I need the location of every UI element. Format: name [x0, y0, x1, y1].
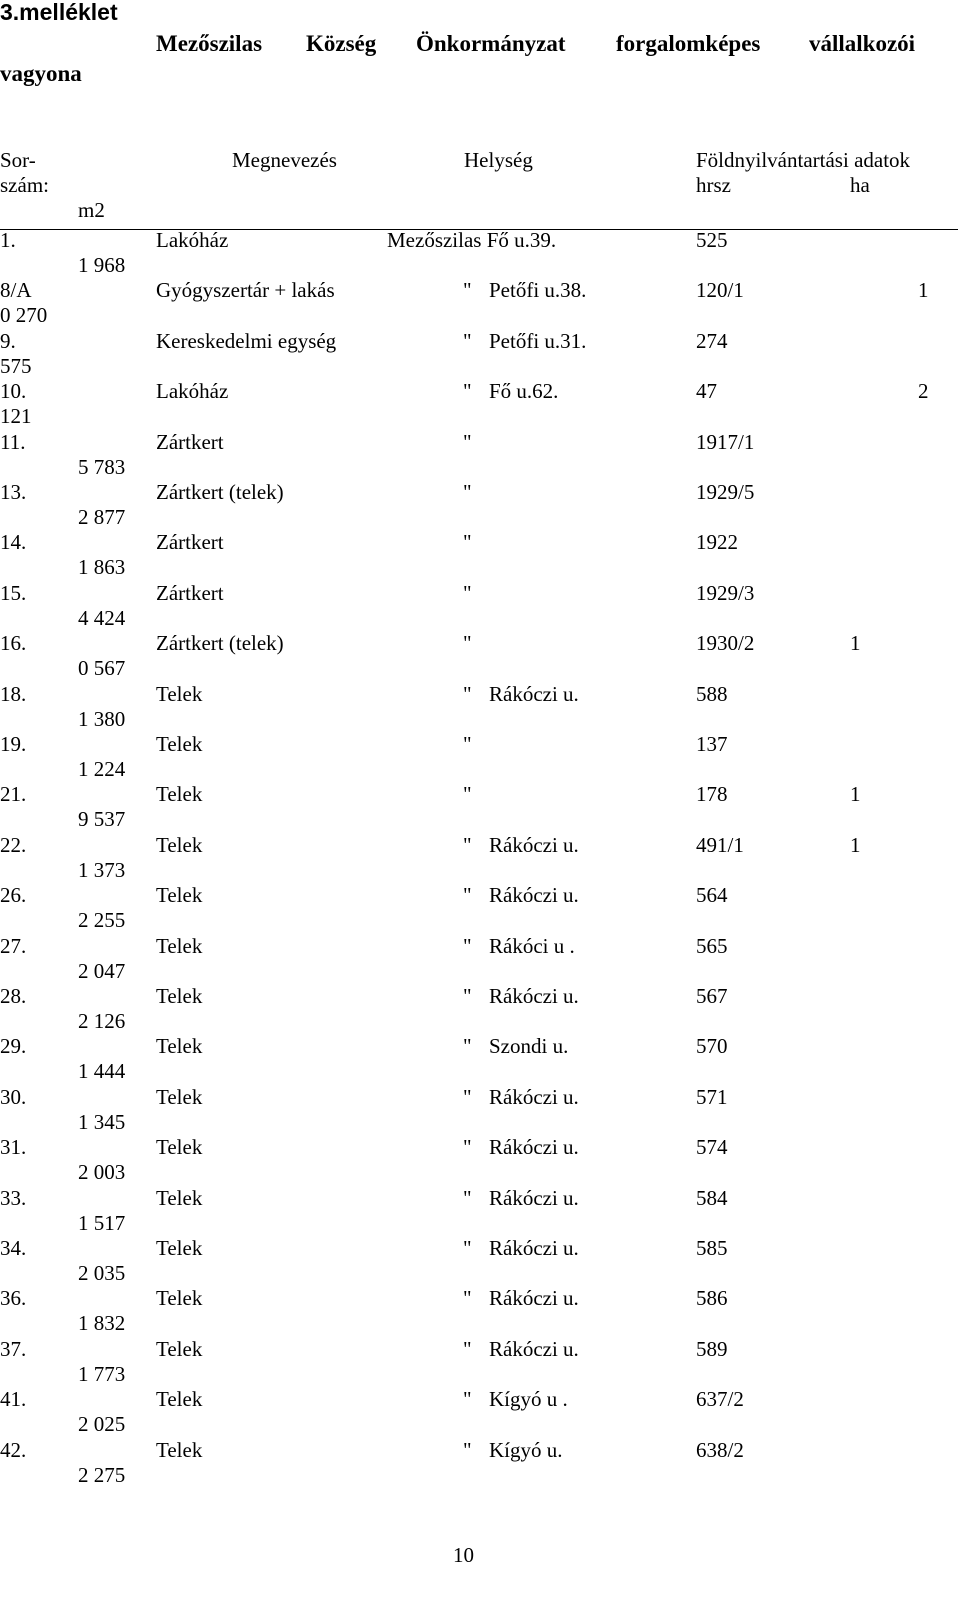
row-m2: 1 863 — [78, 555, 126, 579]
row-m2: 0 270 — [0, 303, 48, 327]
title-word-1: Mezőszilas — [156, 31, 263, 56]
row-name: Telek — [156, 1135, 203, 1159]
row-m2: 2 035 — [78, 1261, 126, 1285]
row-name: Telek — [156, 833, 203, 857]
row-name: Telek — [156, 1387, 203, 1411]
row-m2: 1 380 — [78, 707, 126, 731]
row-m2: 2 003 — [78, 1160, 126, 1184]
column-header-m2: m2 — [78, 198, 105, 222]
row-name: Telek — [156, 883, 203, 907]
row-m2: 5 783 — [78, 455, 126, 479]
row-hrsz: 178 — [696, 782, 728, 806]
row-name: Gyógyszertár + lakás — [156, 278, 335, 302]
row-m2: 1 968 — [78, 253, 126, 277]
row-place: Petőfi u.31. — [489, 329, 587, 353]
row-ditto-mark: " — [463, 631, 472, 655]
row-place: Petőfi u.38. — [489, 278, 587, 302]
row-place: Rákóci u . — [489, 934, 575, 958]
column-header-ha: ha — [850, 173, 870, 197]
row-ditto-mark: " — [463, 329, 472, 353]
row-number: 22. — [0, 833, 27, 857]
row-place: Szondi u. — [489, 1034, 569, 1058]
row-place: Rákóczi u. — [489, 1236, 579, 1260]
row-ditto-mark: " — [463, 1286, 472, 1310]
row-hrsz: 1917/1 — [696, 430, 755, 454]
row-number: 1. — [0, 228, 16, 252]
row-ditto-mark: " — [463, 379, 472, 403]
row-number: 29. — [0, 1034, 27, 1058]
row-place: Kígyó u . — [489, 1387, 568, 1411]
row-ditto-mark: " — [463, 480, 472, 504]
column-header-hrsz: hrsz — [696, 173, 731, 197]
row-m2: 1 224 — [78, 757, 126, 781]
row-number: 9. — [0, 329, 16, 353]
row-name: Telek — [156, 1286, 203, 1310]
row-ha: 1 — [918, 278, 929, 302]
row-number: 34. — [0, 1236, 27, 1260]
row-number: 13. — [0, 480, 27, 504]
row-hrsz: 567 — [696, 984, 728, 1008]
row-m2: 1 444 — [78, 1059, 126, 1083]
row-name: Telek — [156, 782, 203, 806]
row-hrsz: 1930/2 — [696, 631, 755, 655]
row-ditto-mark: " — [463, 1387, 472, 1411]
row-place: Rákóczi u. — [489, 1186, 579, 1210]
row-hrsz: 588 — [696, 682, 728, 706]
row-hrsz: 564 — [696, 883, 728, 907]
row-number: 16. — [0, 631, 27, 655]
row-number: 15. — [0, 581, 27, 605]
row-number: 10. — [0, 379, 27, 403]
row-m2: 1 345 — [78, 1110, 126, 1134]
row-name: Zártkert — [156, 430, 224, 454]
column-header-land-registry: Földnyilvántartási adatok — [696, 148, 911, 172]
title-line-2: vagyona — [0, 61, 82, 86]
row-m2: 575 — [0, 354, 32, 378]
row-hrsz: 589 — [696, 1337, 728, 1361]
row-hrsz: 491/1 — [696, 833, 744, 857]
row-place: Rákóczi u. — [489, 682, 579, 706]
row-hrsz: 571 — [696, 1085, 728, 1109]
row-number: 19. — [0, 732, 27, 756]
row-number: 31. — [0, 1135, 27, 1159]
title-word-5: vállalkozói — [809, 31, 916, 56]
row-m2: 2 255 — [78, 908, 126, 932]
row-hrsz: 565 — [696, 934, 728, 958]
row-hrsz: 586 — [696, 1286, 728, 1310]
row-ha: 1 — [850, 631, 861, 655]
row-m2: 0 567 — [78, 656, 126, 680]
row-number: 26. — [0, 883, 27, 907]
row-name: Kereskedelmi egység — [156, 329, 337, 353]
row-name: Telek — [156, 682, 203, 706]
row-number: 21. — [0, 782, 27, 806]
row-place: Rákóczi u. — [489, 1085, 579, 1109]
row-ditto-mark: " — [463, 1034, 472, 1058]
row-number: 41. — [0, 1387, 27, 1411]
row-place: Mezőszilas Fő u.39. — [387, 228, 557, 252]
column-header-place: Helység — [464, 148, 533, 172]
row-name: Lakóház — [156, 228, 229, 252]
row-ditto-mark: " — [463, 1135, 472, 1159]
row-ditto-mark: " — [463, 934, 472, 958]
page-number: 10 — [453, 1543, 474, 1567]
row-hrsz: 1929/3 — [696, 581, 755, 605]
row-number: 33. — [0, 1186, 27, 1210]
row-name: Telek — [156, 1438, 203, 1462]
column-header-no-line1: Sor- — [0, 148, 36, 172]
row-name: Telek — [156, 1337, 203, 1361]
row-number: 11. — [0, 430, 26, 454]
row-hrsz: 637/2 — [696, 1387, 744, 1411]
row-number: 14. — [0, 530, 27, 554]
row-name: Telek — [156, 934, 203, 958]
row-ditto-mark: " — [463, 984, 472, 1008]
row-name: Zártkert — [156, 581, 224, 605]
row-hrsz: 1929/5 — [696, 480, 755, 504]
row-hrsz: 1922 — [696, 530, 738, 554]
row-number: 8/A — [0, 278, 32, 302]
row-m2: 2 877 — [78, 505, 126, 529]
row-number: 37. — [0, 1337, 27, 1361]
row-name: Zártkert (telek) — [156, 480, 284, 504]
row-m2: 2 047 — [78, 959, 126, 983]
row-number: 27. — [0, 934, 27, 958]
title-word-4: forgalomképes — [616, 31, 761, 56]
row-hrsz: 120/1 — [696, 278, 744, 302]
row-ditto-mark: " — [463, 430, 472, 454]
row-name: Telek — [156, 984, 203, 1008]
row-hrsz: 574 — [696, 1135, 728, 1159]
row-ditto-mark: " — [463, 1236, 472, 1260]
row-name: Zártkert — [156, 530, 224, 554]
row-hrsz: 584 — [696, 1186, 728, 1210]
row-hrsz: 47 — [696, 379, 717, 403]
row-number: 42. — [0, 1438, 27, 1462]
row-hrsz: 525 — [696, 228, 728, 252]
row-hrsz: 585 — [696, 1236, 728, 1260]
row-m2: 2 275 — [78, 1463, 126, 1487]
row-m2: 2 126 — [78, 1009, 126, 1033]
row-number: 30. — [0, 1085, 27, 1109]
row-ditto-mark: " — [463, 1438, 472, 1462]
row-m2: 121 — [0, 404, 32, 428]
row-place: Rákóczi u. — [489, 883, 579, 907]
row-ha: 2 — [918, 379, 929, 403]
row-place: Fő u.62. — [489, 379, 559, 403]
row-name: Telek — [156, 732, 203, 756]
row-ha: 1 — [850, 833, 861, 857]
row-m2: 4 424 — [78, 606, 126, 630]
row-name: Zártkert (telek) — [156, 631, 284, 655]
row-m2: 2 025 — [78, 1412, 126, 1436]
row-hrsz: 638/2 — [696, 1438, 744, 1462]
row-number: 36. — [0, 1286, 27, 1310]
row-place: Rákóczi u. — [489, 1135, 579, 1159]
row-hrsz: 137 — [696, 732, 728, 756]
row-ha: 1 — [850, 782, 861, 806]
row-hrsz: 570 — [696, 1034, 728, 1058]
row-place: Kígyó u. — [489, 1438, 563, 1462]
annex-label: 3.melléklet — [0, 0, 118, 25]
column-header-name: Megnevezés — [232, 148, 337, 172]
row-ditto-mark: " — [463, 581, 472, 605]
title-word-3: Önkormányzat — [416, 31, 566, 56]
row-name: Telek — [156, 1236, 203, 1260]
row-ditto-mark: " — [463, 883, 472, 907]
row-m2: 1 832 — [78, 1311, 126, 1335]
row-ditto-mark: " — [463, 1085, 472, 1109]
row-ditto-mark: " — [463, 782, 472, 806]
row-hrsz: 274 — [696, 329, 728, 353]
row-ditto-mark: " — [463, 1337, 472, 1361]
row-ditto-mark: " — [463, 682, 472, 706]
row-ditto-mark: " — [463, 530, 472, 554]
row-ditto-mark: " — [463, 1186, 472, 1210]
row-place: Rákóczi u. — [489, 1286, 579, 1310]
row-name: Lakóház — [156, 379, 229, 403]
column-header-no-line2: szám: — [0, 173, 49, 197]
row-m2: 1 517 — [78, 1211, 126, 1235]
row-m2: 1 773 — [78, 1362, 126, 1386]
row-m2: 1 373 — [78, 858, 126, 882]
row-ditto-mark: " — [463, 833, 472, 857]
row-place: Rákóczi u. — [489, 1337, 579, 1361]
row-number: 28. — [0, 984, 27, 1008]
row-name: Telek — [156, 1186, 203, 1210]
row-place: Rákóczi u. — [489, 833, 579, 857]
row-ditto-mark: " — [463, 732, 472, 756]
row-place: Rákóczi u. — [489, 984, 579, 1008]
row-number: 18. — [0, 682, 27, 706]
row-name: Telek — [156, 1085, 203, 1109]
row-m2: 9 537 — [78, 807, 126, 831]
row-name: Telek — [156, 1034, 203, 1058]
row-ditto-mark: " — [463, 278, 472, 302]
title-word-2: Község — [306, 31, 377, 56]
